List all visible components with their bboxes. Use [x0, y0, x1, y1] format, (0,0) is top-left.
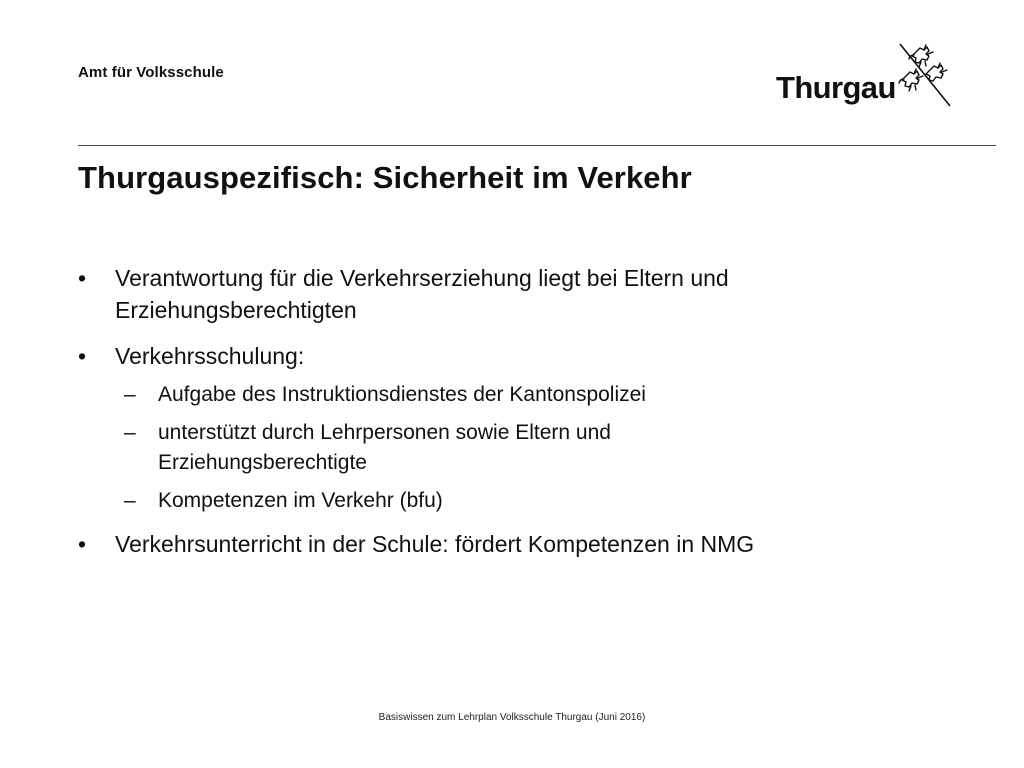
sub-bullet-text-line: Aufgabe des Instruktionsdienstes der Kantonspolizei: [158, 383, 646, 406]
bullet-item: [78, 340, 958, 372]
sub-bullet-marker: –: [124, 489, 136, 512]
sub-bullet-item: [78, 380, 958, 410]
logo-wordmark: Thurgau: [776, 70, 896, 105]
bullet-text-line: Verkehrsschulung:: [115, 343, 305, 369]
sub-bullet-item: [78, 486, 958, 516]
bullet-item: [78, 262, 958, 326]
bullet-text-line: Erziehungsberechtigten: [115, 297, 357, 323]
header-divider: [78, 145, 996, 146]
sub-bullet-text-line: unterstützt durch Lehrpersonen sowie Eltern und: [158, 421, 611, 444]
sub-bullet-item: [78, 418, 958, 478]
sub-bullet-marker: –: [124, 383, 136, 406]
slide-footer: Basiswissen zum Lehrplan Volksschule Thurgau (Juni 2016): [378, 712, 646, 723]
org-name: Amt für Volksschule: [78, 64, 224, 81]
bullet-marker: •: [78, 343, 87, 369]
sub-bullet-text-line: Erziehungsberechtigte: [158, 451, 367, 474]
sub-bullet-text-line: Kompetenzen im Verkehr (bfu): [158, 489, 443, 512]
thurgau-coat-of-arms-icon: [894, 40, 952, 110]
bullet-marker: •: [78, 265, 87, 291]
bullet-marker: •: [78, 531, 87, 557]
bullet-item: [78, 528, 958, 560]
bullet-text-line: Verkehrsunterricht in der Schule: fördert Kompetenzen in NMG: [115, 531, 755, 557]
thurgau-logo: [776, 40, 952, 110]
bullet-text-line: Verantwortung für die Verkehrserziehung liegt bei Eltern und: [115, 265, 729, 291]
slide-body: [78, 262, 958, 560]
slide-title: Thurgauspezifisch: Sicherheit im Verkehr: [78, 160, 692, 195]
sub-bullet-marker: –: [124, 421, 136, 444]
